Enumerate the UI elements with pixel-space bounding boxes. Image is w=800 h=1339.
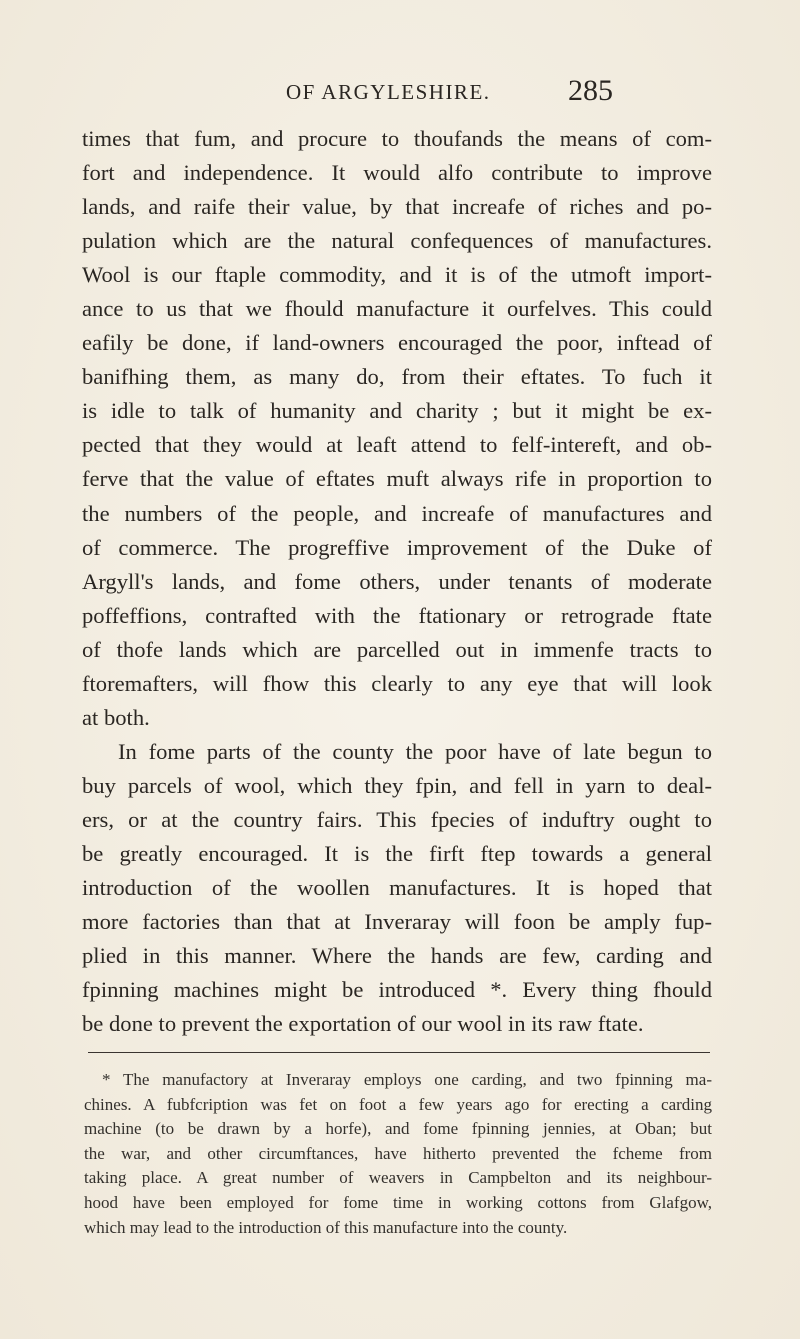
text-line: pulation which are the natural confequences of manufactures. [82, 228, 712, 254]
running-head [0, 74, 800, 114]
paragraph-2 [82, 735, 712, 1041]
text-line: at both. [82, 704, 150, 730]
text-line: buy parcels of wool, which they fpin, and fell in yarn to deal- [82, 772, 712, 798]
footnote-line: taking place. A great number of weavers in Campbelton and its neighbour- [84, 1168, 712, 1188]
text-line: of commerce. The progreffive improvement of the Duke of [82, 534, 712, 560]
text-line: poffeffions, contrafted with the ftationary or retrograde ftate [82, 602, 712, 628]
footnote-divider [88, 1052, 710, 1053]
footnote-line: * The manufactory at Inveraray employs one carding, and two fpinning ma- [102, 1070, 712, 1089]
text-line: In fome parts of the county the poor have of late begun to [118, 738, 712, 764]
text-line: be done to prevent the exportation of our wool in its raw ftate. [82, 1011, 644, 1037]
text-line: ferve that the value of eftates muft always rife in proportion to [82, 466, 712, 492]
text-line: plied in this manner. Where the hands are few, carding and [82, 943, 712, 969]
text-line: fpinning machines might be introduced *. Every thing fhould [82, 977, 712, 1003]
body-text [82, 122, 712, 1041]
text-line: ers, or at the country fairs. This fpecies of induftry ought to [82, 806, 712, 832]
footnote-line: chines. A fubfcription was fet on foot a few years ago for erecting a carding [84, 1094, 712, 1114]
text-line: Argyll's lands, and fome others, under tenants of moderate [82, 568, 712, 594]
text-line: of thofe lands which are parcelled out in immenfe tracts to [82, 636, 712, 662]
text-line: is idle to talk of humanity and charity ; but it might be ex- [82, 398, 712, 424]
text-line: Wool is our ftaple commodity, and it is of the utmoft import- [82, 262, 712, 288]
text-line: be greatly encouraged. It is the firft ftep towards a general [82, 840, 712, 866]
text-line: more factories than that at Inveraray will foon be amply fup- [82, 909, 712, 935]
paragraph-1 [82, 122, 712, 735]
footnote-line: which may lead to the introduction of this manufacture into the county. [84, 1217, 568, 1237]
text-line: pected that they would at leaft attend to felf-intereft, and ob- [82, 432, 712, 458]
footnote-line: machine (to be drawn by a horfe), and fome fpinning jennies, at Oban; but [84, 1119, 712, 1139]
footnote-line: hood have been employed for fome time in working cottons from Glafgow, [84, 1192, 712, 1212]
text-line: ftoremafters, will fhow this clearly to any eye that will look [82, 670, 712, 696]
running-title: OF ARGYLESHIRE. [286, 80, 491, 104]
footnote [84, 1068, 712, 1240]
text-line: ance to us that we fhould manufacture it ourfelves. This could [82, 296, 712, 322]
text-line: the numbers of the people, and increafe of manufactures and [82, 500, 712, 526]
text-line: lands, and raife their value, by that increafe of riches and po- [82, 194, 712, 220]
text-line: eafily be done, if land-owners encouraged the poor, inftead of [82, 330, 712, 356]
text-line: introduction of the woollen manufactures. It is hoped that [82, 875, 712, 901]
footnote-line: the war, and other circumftances, have hitherto prevented the fcheme from [84, 1143, 712, 1163]
page-number: 285 [568, 74, 613, 107]
text-line: times that fum, and procure to thoufands the means of com- [82, 126, 712, 151]
text-line: banifhing them, as many do, from their eftates. To fuch it [82, 364, 712, 390]
text-line: fort and independence. It would alfo contribute to improve [82, 160, 712, 186]
